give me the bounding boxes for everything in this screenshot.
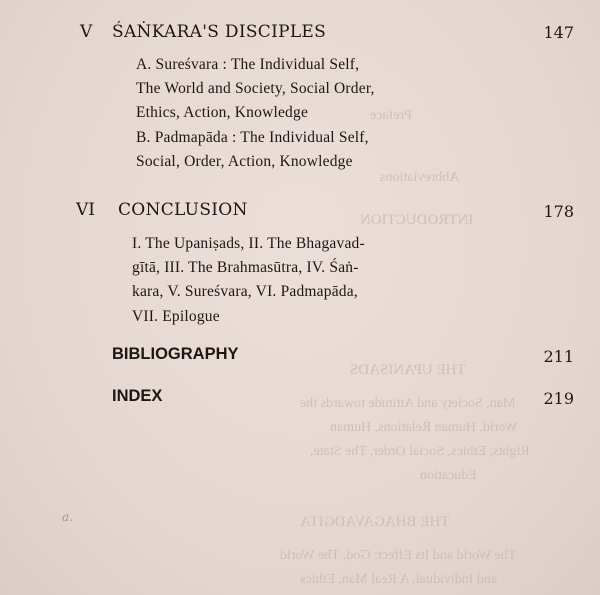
subsection-line: The World and Society, Social Order,: [136, 80, 375, 97]
bleed-through-text: INTRODUCTION: [360, 212, 474, 228]
chapter-title: CONCLUSION: [118, 200, 248, 220]
chapter-page-number: 147: [543, 23, 574, 42]
pencil-mark: a.: [62, 510, 73, 524]
back-matter-page-number: 219: [543, 389, 574, 408]
chapter-number: V: [80, 22, 93, 42]
subsection-line: kara, V. Sureśvara, VI. Padmapāda,: [132, 283, 358, 300]
bleed-through-text: Abbreviations: [380, 170, 460, 185]
subsection-line: VII. Epilogue: [132, 308, 220, 325]
subsection-line: B. Padmapāda : The Individual Self,: [136, 129, 369, 146]
back-matter-title: BIBLIOGRAPHY: [112, 345, 239, 363]
bleed-through-text: The World and Its Effect: God, The World: [280, 548, 517, 563]
subsection-line: gītā, III. The Brahmasūtra, IV. Śaṅ-: [132, 259, 359, 276]
bleed-through-text: Rights, Ethics, Social Order, The State,: [310, 444, 530, 459]
back-matter-title: INDEX: [112, 387, 163, 405]
bleed-through-text: Education: [420, 468, 477, 483]
subsection-line: Ethics, Action, Knowledge: [136, 104, 309, 121]
bleed-through-text: World, Human Relations, Human: [330, 420, 518, 435]
chapter-page-number: 178: [543, 202, 574, 221]
bleed-through-text: and Individual, A Real Man, Ethics: [300, 572, 498, 587]
bleed-through-text: Man, Society and Attitude towards the: [300, 396, 516, 411]
back-matter-page-number: 211: [543, 347, 574, 366]
bleed-through-text: THE UPANISADS: [350, 362, 466, 378]
subsection-line: I. The Upaniṣads, II. The Bhagavad-: [132, 235, 365, 252]
bleed-through-text: Preface: [370, 108, 412, 123]
chapter-title: ŚAṄKARA'S DISCIPLES: [112, 22, 327, 42]
bleed-through-text: THE BHAGAVADGITA: [300, 514, 450, 530]
subsection-line: A. Sureśvara : The Individual Self,: [136, 56, 360, 73]
chapter-number: VI: [76, 200, 95, 220]
subsection-line: Social, Order, Action, Knowledge: [136, 153, 353, 170]
